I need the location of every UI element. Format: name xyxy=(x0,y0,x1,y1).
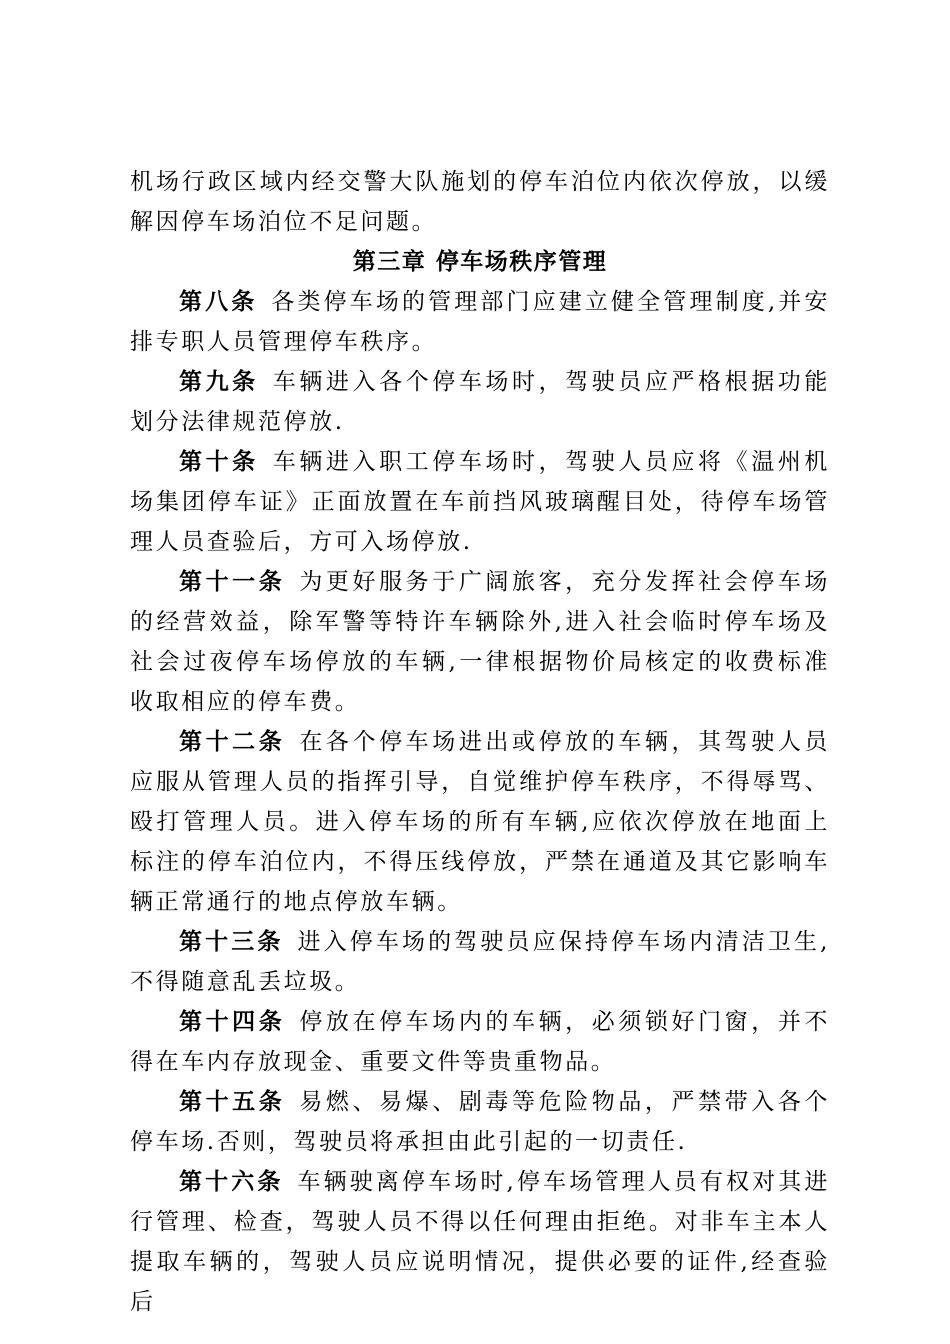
article-text: 车辆驶离停车场时,停车场管理人员有权对其进行管理、检查，驾驶人员不得以任何理由拒绝。对非车主本人提取车辆的，驾驶人员应说明情况，提供必要的证件,经查验后 xyxy=(130,1169,830,1315)
intro-paragraph: 机场行政区域内经交警大队施划的停车泊位内依次停放，以缓解因停车场泊位不足问题。 xyxy=(130,169,830,235)
article-15 xyxy=(130,1082,830,1162)
article-text: 车辆进入各个停车场时，驾驶员应严格根据功能划分法律规范停放. xyxy=(130,369,830,435)
article-number: 第十四条 xyxy=(179,1008,286,1035)
document-page xyxy=(130,162,830,1322)
article-text: 车辆进入职工停车场时，驾驶人员应将《温州机场集团停车证》正面放置在车前挡风玻璃醒目处，待停车场管理人员查验后，方可入场停放. xyxy=(130,449,830,555)
article-text: 在各个停车场进出或停放的车辆，其驾驶人员应服从管理人员的指挥引导，自觉维护停车秩序，不得辱骂、殴打管理人员。进入停车场的所有车辆,应依次停放在地面上标注的停车泊位内，不得压线停放，严禁在通道及其它影响车辆正常通行的地点停放车辆。 xyxy=(130,729,831,915)
article-number: 第八条 xyxy=(179,288,258,315)
article-number: 第十六条 xyxy=(179,1168,284,1195)
chapter-title: 第三章 停车场秩序管理 xyxy=(352,248,608,275)
article-text: 停放在停车场内的车辆，必须锁好门窗，并不得在车内存放现金、重要文件等贵重物品。 xyxy=(130,1009,831,1075)
article-text: 进入停车场的驾驶员应保持停车场内清洁卫生,不得随意乱丢垃圾。 xyxy=(130,929,830,995)
article-number: 第十五条 xyxy=(179,1088,286,1115)
article-8 xyxy=(130,282,830,362)
article-10 xyxy=(130,442,830,562)
article-number: 第九条 xyxy=(179,368,259,395)
article-text: 各类停车场的管理部门应建立健全管理制度,并安排专职人员管理停车秩序。 xyxy=(130,289,830,355)
article-number: 第十一条 xyxy=(179,568,286,595)
article-number: 第十条 xyxy=(179,448,259,475)
article-13 xyxy=(130,922,830,1002)
article-14 xyxy=(130,1002,830,1082)
article-number: 第十二条 xyxy=(179,728,286,755)
article-12 xyxy=(130,722,830,922)
article-number: 第十三条 xyxy=(179,928,284,955)
article-16 xyxy=(130,1162,830,1322)
article-text: 为更好服务于广阔旅客，充分发挥社会停车场的经营效益，除军警等特许车辆除外,进入社会临时停车场及社会过夜停车场停放的车辆,一律根据物价局核定的收费标准收取相应的停车费。 xyxy=(130,569,831,715)
article-11 xyxy=(130,562,830,722)
article-text: 易燃、易爆、剧毒等危险物品，严禁带入各个停车场.否则，驾驶员将承担由此引起的一切责任. xyxy=(130,1089,831,1155)
article-9 xyxy=(130,362,830,442)
